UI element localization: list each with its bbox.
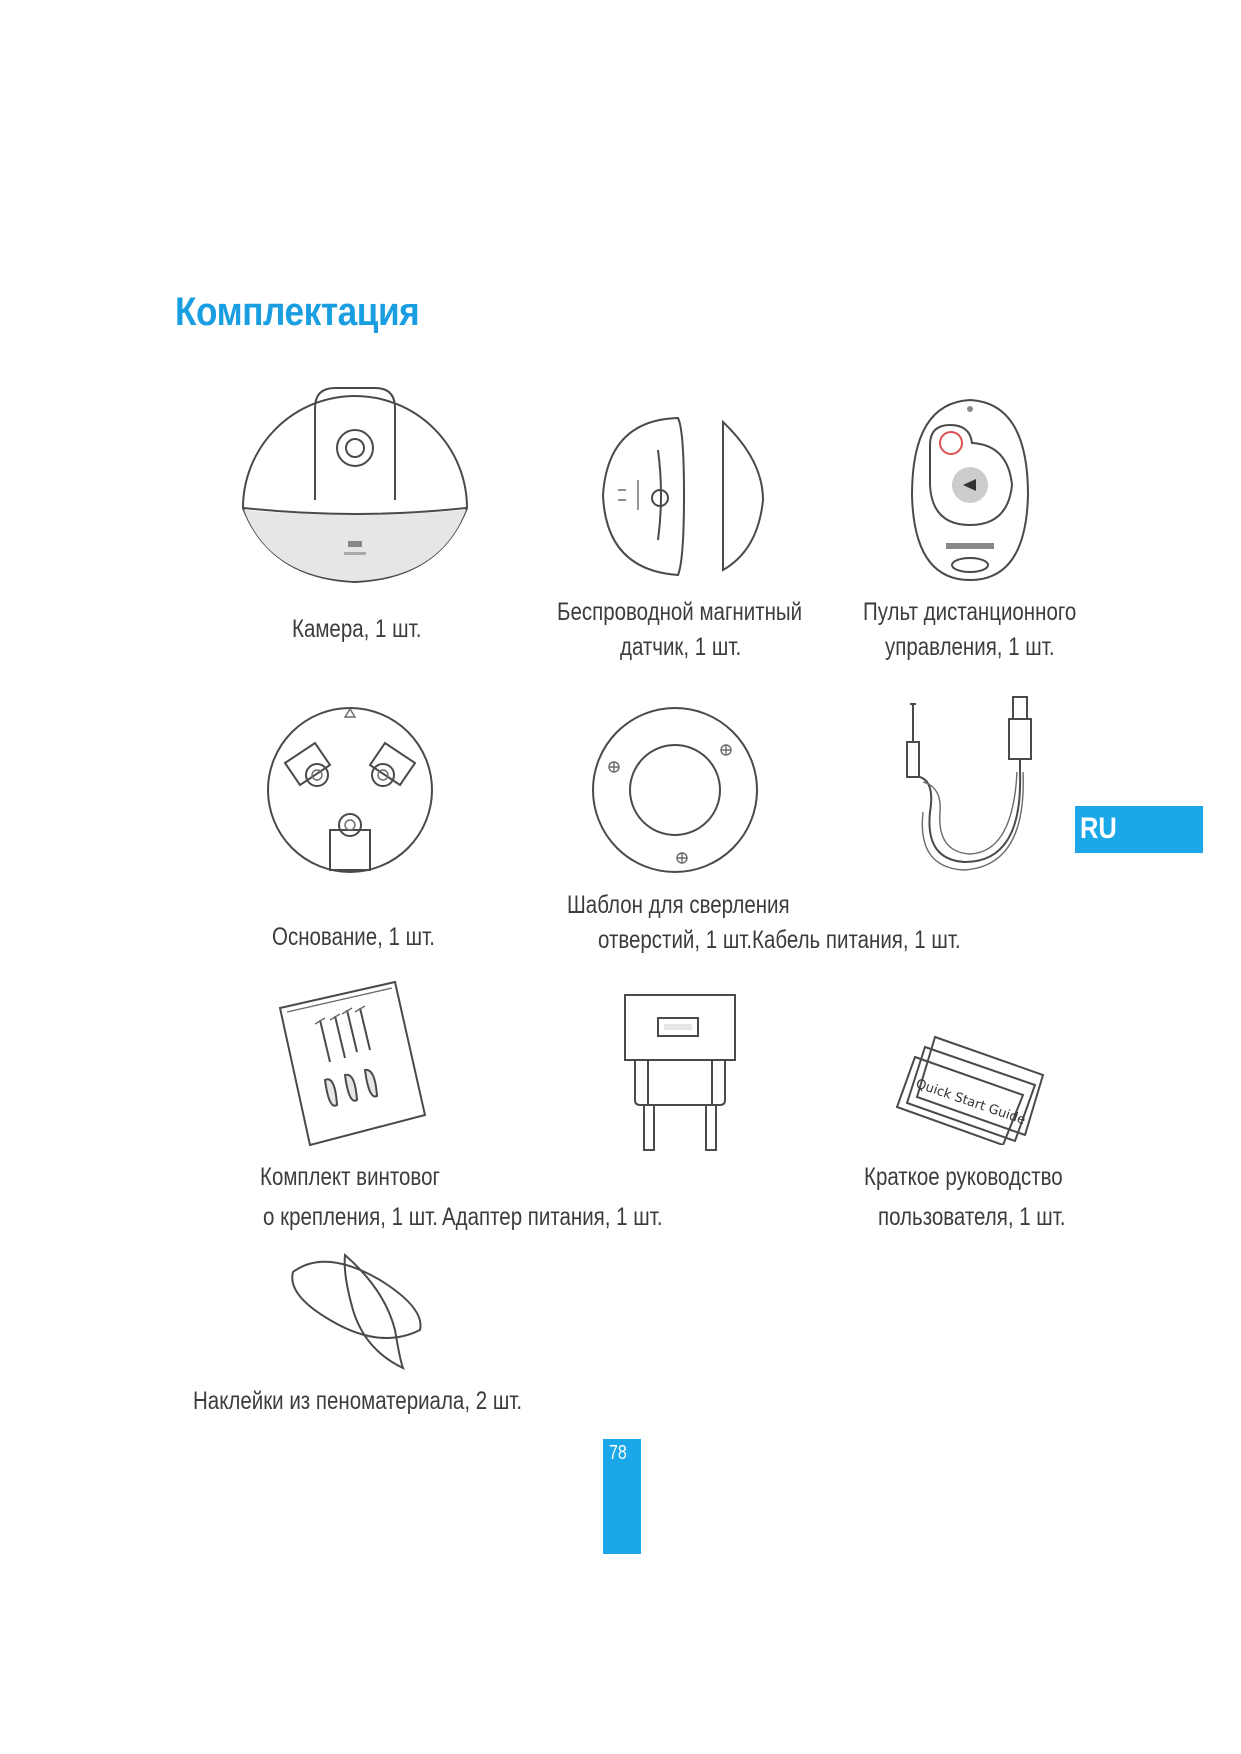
page-number: 78 xyxy=(609,1442,627,1464)
cable-caption: Кабель питания, 1 шт. xyxy=(752,926,961,954)
foam-caption: Наклейки из пеноматериала, 2 шт. xyxy=(193,1387,523,1415)
foam-sticker-icon xyxy=(285,1250,430,1370)
remote-caption-line2: управления, 1 шт. xyxy=(885,633,1055,661)
camera-caption: Камера, 1 шт. xyxy=(292,615,422,643)
screws-caption-line1: Комплект винтовог xyxy=(260,1163,440,1191)
base-icon xyxy=(265,705,435,875)
power-adapter-icon xyxy=(620,990,740,1155)
guide-caption-line2: пользователя, 1 шт. xyxy=(878,1203,1066,1231)
sensor-caption-line1: Беспроводной магнитный xyxy=(557,598,803,626)
screws-caption-line2: о крепления, 1 шт. xyxy=(263,1203,438,1231)
remote-caption-line1: Пульт дистанционного xyxy=(863,598,1077,626)
screw-kit-icon xyxy=(275,980,430,1150)
drill-template-icon xyxy=(590,705,760,875)
template-caption-line2: отверстий, 1 шт. xyxy=(598,926,753,954)
remote-control-icon xyxy=(908,395,1033,585)
page-number-tab xyxy=(603,1439,641,1554)
sensor-caption-line2: датчик, 1 шт. xyxy=(620,633,742,661)
page-title: Комплектация xyxy=(175,290,420,334)
guide-caption-line1: Краткое руководство xyxy=(864,1163,1063,1191)
power-cable-icon xyxy=(885,692,1050,877)
base-caption: Основание, 1 шт. xyxy=(272,923,435,951)
camera-icon xyxy=(240,378,470,588)
language-tab xyxy=(1075,806,1203,853)
magnetic-sensor-icon xyxy=(598,410,768,582)
adapter-caption: Адаптер питания, 1 шт. xyxy=(442,1203,663,1231)
quick-guide-icon xyxy=(895,1035,1045,1145)
guide-card-text: Quick Start Guide xyxy=(913,1076,1028,1129)
template-caption-line1: Шаблон для сверления xyxy=(567,891,790,919)
language-tab-label: RU xyxy=(1080,812,1117,845)
